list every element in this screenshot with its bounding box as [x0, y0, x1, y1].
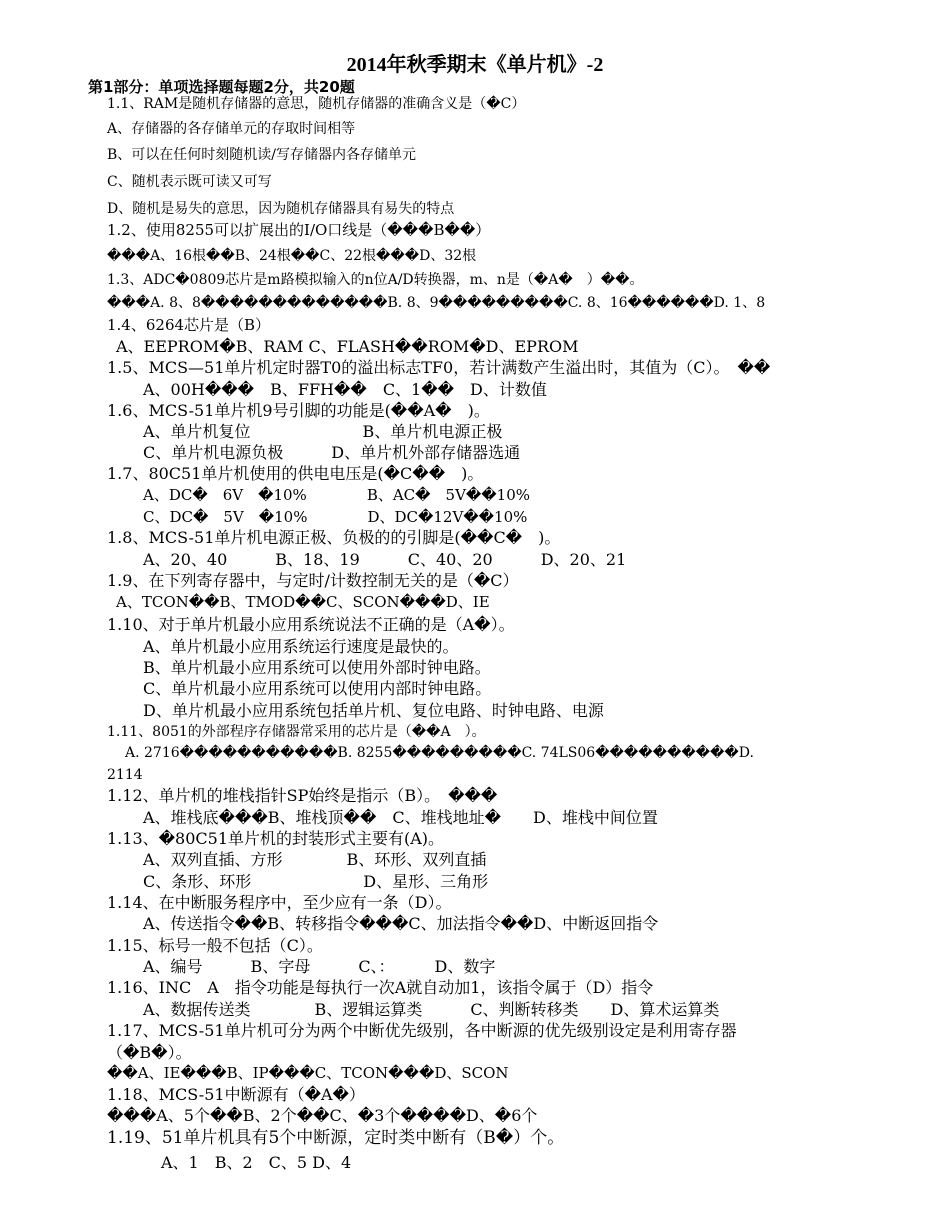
question-1-9: 1.9、在下列寄存器中，与定时/计数控制无关的是（�C）	[107, 571, 519, 590]
options-1-8: A、20、40 B、18、19 C、40、20 D、20、21	[143, 550, 627, 569]
option-1-1-a: A、存储器的各存储单元的存取时间相等	[107, 121, 356, 137]
question-1-16: 1.16、INC A 指令功能是每执行一次A就自动加1，该指令属于（D）指令	[107, 978, 654, 997]
question-1-1: 1.1、RAM是随机存储器的意思，随机存储器的准确含义是（�C）	[107, 96, 526, 112]
options-1-2: ���A、16根��B、24根��C、22根���D、32根	[107, 248, 477, 264]
question-1-4: 1.4、6264芯片是（B）	[107, 316, 271, 334]
options-1-18: ���A、5个��B、2个��C、�3个����D、�6个	[107, 1106, 538, 1125]
options-1-9: A、TCON��B、TMOD��C、SCON���D、IE	[116, 593, 490, 611]
options-1-14: A、传送指令��B、转移指令���C、加法指令��D、中断返回指令	[143, 914, 659, 933]
question-1-8: 1.8、MCS-51单片机电源正极、负极的的引脚是(��C� )。	[107, 528, 561, 547]
options-1-12: A、堆栈底���B、堆栈顶�� C、堆栈地址� D、堆栈中间位置	[143, 808, 658, 827]
options-1-6-ab: A、单片机复位 B、单片机电源正极	[143, 422, 503, 441]
options-1-19: A、1 B、2 C、5 D、4	[161, 1153, 352, 1172]
section-heading: 第1部分：单项选择题每题2分，共20题	[88, 78, 355, 96]
question-1-11: 1.11、8051的外部程序存储器常采用的芯片是（��A ）。	[107, 724, 486, 740]
option-1-10-b: B、单片机最小应用系统可以使用外部时钟电路。	[143, 658, 491, 677]
options-1-13-ab: A、双列直插、方形 B、环形、双列直插	[143, 850, 487, 869]
question-1-14: 1.14、在中断服务程序中，至少应有一条（D）。	[107, 893, 452, 912]
option-1-1-c: C、随机表示既可读又可写	[107, 174, 272, 190]
question-1-3: 1.3、ADC�0809芯片是m路模拟输入的n位A/D转换器，m、n是（�A� ）��。	[107, 272, 644, 288]
options-1-5: A、00H��� B、FFH�� C、1�� D、计数值	[143, 380, 547, 399]
options-1-7-ab: A、DC� 6V �10% B、AC� 5V��10%	[143, 486, 531, 504]
question-1-10: 1.10、对于单片机最小应用系统说法不正确的是（A�）。	[107, 615, 515, 634]
options-1-17: ��A、IE���B、IP���C、TCON���D、SCON	[107, 1064, 509, 1082]
question-1-12: 1.12、单片机的堆栈指针SP始终是指示（B）。 ���	[107, 786, 498, 805]
options-1-16: A、数据传送类 B、逻辑运算类 C、判断转移类 D、算术运算类	[143, 1000, 720, 1019]
options-1-11: A. 2716�����������B. 8255���������C. 74LS06����������D.	[125, 745, 754, 761]
option-1-1-d: D、随机是易失的意思，因为随机存储器具有易失的特点	[107, 201, 455, 217]
question-1-17-cont: （�B�）。	[107, 1043, 192, 1062]
options-1-6-cd: C、单片机电源负极 D、单片机外部存储器选通	[143, 443, 521, 462]
question-1-2: 1.2、使用8255可以扩展出的I/O口线是（���B��）	[107, 221, 491, 239]
option-1-10-a: A、单片机最小应用系统运行速度是最快的。	[143, 637, 459, 656]
question-1-17: 1.17、MCS-51单片机可分为两个中断优先级别，各中断源的优先级别设定是利用寄存器	[107, 1021, 737, 1040]
question-1-5: 1.5、MCS—51单片机定时器T0的溢出标志TF0，若计满数产生溢出时，其值为（C）。 ��	[107, 358, 771, 377]
option-1-10-d: D、单片机最小应用系统包括单片机、复位电路、时钟电路、电源	[143, 701, 604, 720]
option-1-1-b: B、可以在任何时刻随机读/写存储器内各存储单元	[107, 147, 417, 163]
question-1-19: 1.19、51单片机具有5个中断源，定时类中断有（B�）个。	[107, 1128, 565, 1148]
options-1-11-cont: 2114	[107, 767, 143, 783]
options-1-3: ���A. 8、8�������������B. 8、9���������C. 8、16������D. 1、8	[107, 295, 766, 311]
options-1-15: A、编号 B、字母 C、： D、数字	[143, 957, 496, 976]
question-1-6: 1.6、MCS-51单片机9号引脚的功能是(��A� )。	[107, 401, 490, 420]
options-1-7-cd: C、DC� 5V �10% D、DC�12V��10%	[143, 508, 528, 526]
question-1-13: 1.13、�80C51单片机的封装形式主要有(A)。	[107, 829, 445, 848]
question-1-7: 1.7、80C51单片机使用的供电电压是(�C�� )。	[107, 464, 484, 483]
option-1-10-c: C、单片机最小应用系统可以使用内部时钟电路。	[143, 679, 492, 698]
document-title: 2014年秋季期末《单片机》-2	[346, 54, 604, 76]
question-1-18: 1.18、MCS-51中断源有（�A�）	[107, 1085, 365, 1104]
options-1-4: A、EEPROM�B、RAM C、FLASH��ROM�D、EPROM	[116, 337, 579, 356]
question-1-15: 1.15、标号一般不包括（C）。	[107, 936, 323, 955]
options-1-13-cd: C、条形、环形 D、星形、三角形	[143, 872, 489, 891]
